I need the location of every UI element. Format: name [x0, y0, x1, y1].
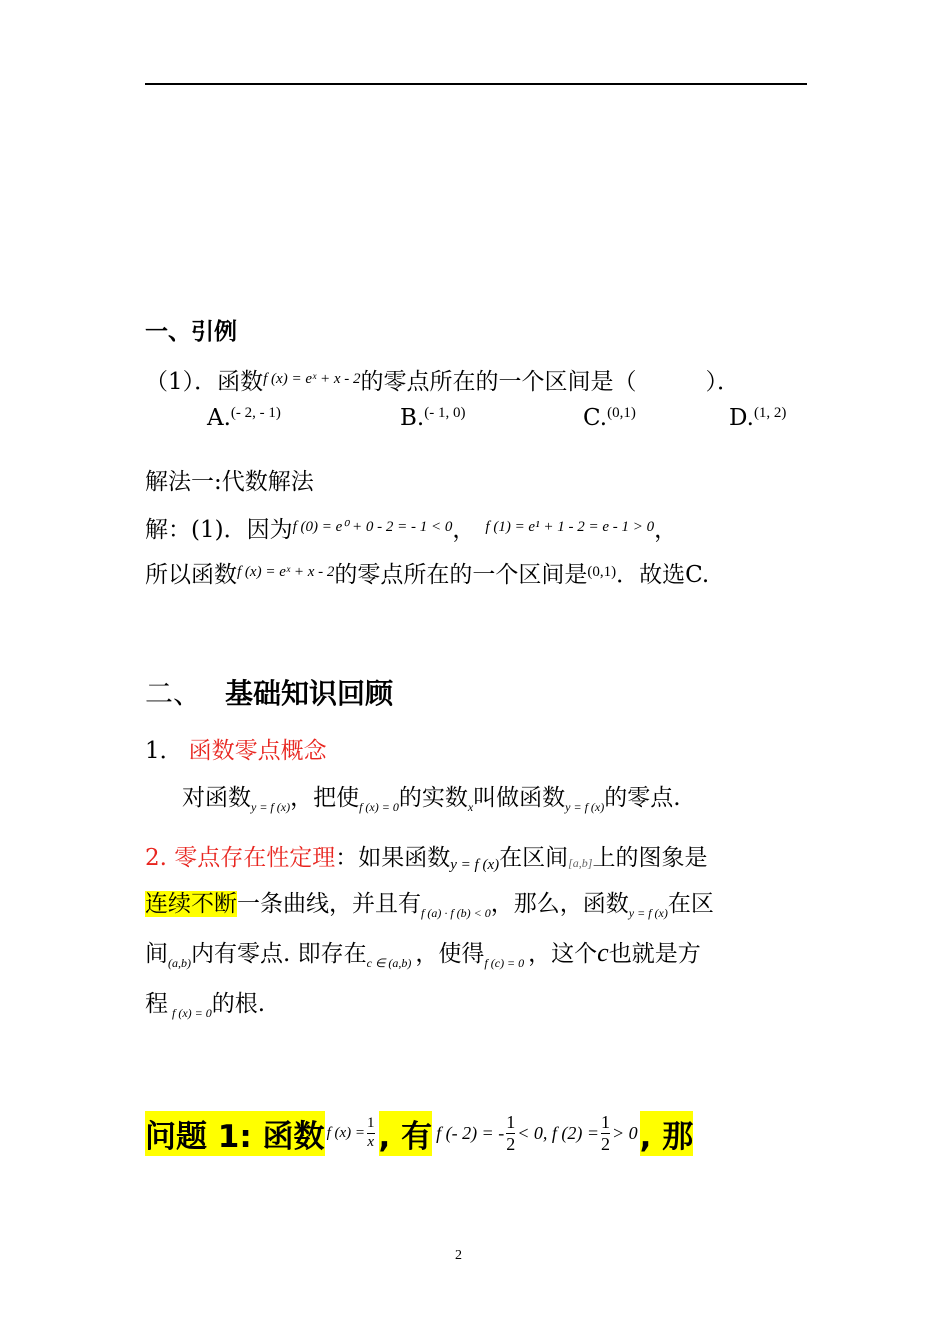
item2-text1: ：如果函数 — [335, 845, 451, 871]
section1-heading: 一、引例 — [145, 319, 237, 345]
solution-line — [145, 511, 677, 544]
item2-title: 2. 零点存在性定理 — [145, 845, 336, 871]
question-func: f (x) = eˣ + x - 2 — [263, 371, 361, 387]
question-line — [145, 363, 740, 396]
solution-expr2: f (1) = e¹ + 1 - 2 = e - 1 > 0 — [485, 519, 655, 535]
item1-text5: 的零点. — [604, 785, 681, 811]
item2-math8: c — [597, 938, 609, 967]
item1-text4: 叫做函数 — [473, 785, 566, 811]
item2-math4: y = f (x) — [628, 906, 668, 920]
item1-body — [182, 779, 681, 812]
section2-heading-num: 二、 — [145, 677, 202, 710]
item2-math7: f (c) = 0 — [484, 956, 525, 970]
problem1-expr-rhs: > 0 — [612, 1122, 638, 1143]
question-prefix: （1）．函数 — [145, 369, 264, 395]
option-d-value: (1, 2) — [753, 405, 787, 421]
problem1-frac1-den: 2 — [506, 1133, 516, 1154]
item2-math1: y = f (x) — [450, 857, 500, 873]
conclusion-suffix: ．故选C. — [616, 562, 710, 588]
solution-comma2: ， — [654, 517, 678, 543]
item2-text5: ，那么，函数 — [490, 891, 629, 917]
conclusion-mid: 的零点所在的一个区间是 — [334, 562, 588, 588]
problem1-expr — [436, 1113, 638, 1154]
option-d — [729, 405, 786, 431]
item1-title-line — [145, 732, 327, 765]
option-c-label: C. — [583, 405, 608, 431]
problem1-expr-frac2 — [601, 1113, 610, 1154]
problem1-func — [327, 1116, 377, 1151]
problem1-frac2-den: 2 — [601, 1133, 610, 1154]
problem1-frac2-num: 1 — [601, 1111, 610, 1132]
item1-text2: ，把使 — [290, 785, 360, 811]
conclusion-interval: (0,1) — [587, 564, 617, 580]
problem1-expr-lhs: f (- 2) = - — [436, 1122, 505, 1143]
item2-text12: 程 — [145, 991, 168, 1017]
item2-line1 — [145, 839, 707, 872]
item1-math1: y = f (x) — [251, 800, 291, 814]
header-rule — [145, 83, 807, 85]
item2-text10: ，这个 — [528, 941, 598, 967]
conclusion-func: f (x) = eˣ + x - 2 — [237, 564, 335, 580]
solution-expr1: f (0) = e⁰ + 0 - 2 = - 1 < 0 — [292, 519, 453, 535]
problem1-func-lhs: f (x) = — [326, 1124, 365, 1141]
item2-highlight: 连续不断 — [145, 891, 237, 917]
item2-text13: 的根. — [211, 991, 266, 1017]
conclusion-line — [145, 556, 709, 589]
item1-text3: 的实数 — [398, 785, 468, 811]
option-d-label: D. — [729, 405, 754, 431]
problem1-func-den: x — [367, 1133, 375, 1150]
problem1-text2: , 有 — [379, 1111, 433, 1156]
section2-heading-text: 基础知识回顾 — [225, 677, 394, 710]
item2-math5: (a,b) — [168, 956, 191, 970]
item1-math3: x — [467, 800, 474, 814]
option-b-label: B. — [400, 405, 425, 431]
item2-math6: c ∈ (a,b) — [366, 956, 412, 970]
problem1-func-num: 1 — [367, 1114, 375, 1131]
problem1-title: 问题 1: 函数 — [145, 1111, 325, 1156]
item2-text8: 内有零点. 即存在 — [191, 941, 367, 967]
item2-text2: 在区间 — [499, 845, 569, 871]
item2-line2 — [145, 885, 714, 918]
option-c-value: (0,1) — [607, 405, 636, 421]
option-a-label: A. — [207, 405, 231, 431]
item2-text4: 一条曲线，并且有 — [237, 891, 421, 917]
problem1-line — [145, 1108, 693, 1158]
conclusion-prefix: 所以函数 — [145, 562, 237, 588]
page-number: 2 — [455, 1248, 462, 1263]
option-b — [400, 405, 465, 431]
question-suffix: 的零点所在的一个区间是（ ）． — [360, 369, 740, 395]
item2-line4 — [145, 985, 265, 1018]
solution-prefix: 解：(1)．因为 — [145, 517, 293, 543]
item1-math4: y = f (x) — [565, 800, 605, 814]
item2-math9: f (x) = 0 — [172, 1006, 212, 1020]
item1-math2: f (x) = 0 — [359, 800, 399, 814]
problem1-text3: , 那 — [640, 1111, 694, 1156]
item2-math3: f (a) · f (b) < 0 — [421, 906, 491, 920]
item2-text7: 间 — [145, 941, 168, 967]
option-b-value: (- 1, 0) — [424, 405, 466, 421]
item2-math2: [a,b] — [568, 856, 593, 870]
option-c — [583, 405, 636, 431]
item1-num: 1． — [145, 738, 183, 764]
option-a-value: (- 2, - 1) — [230, 405, 281, 421]
item1-text1: 对函数 — [182, 785, 251, 811]
item1-title: 函数零点概念 — [188, 738, 327, 764]
solution-comma1: ， — [452, 517, 476, 543]
item2-line3 — [145, 935, 701, 968]
item2-text3: 上的图象是 — [592, 845, 708, 871]
problem1-func-frac — [367, 1116, 375, 1151]
problem1-frac1-num: 1 — [506, 1111, 516, 1132]
item2-text11: 也就是方 — [608, 941, 701, 967]
section2-heading — [145, 672, 393, 712]
item2-text9: ，使得 — [415, 941, 485, 967]
item2-text6: 在区 — [667, 891, 714, 917]
method-title: 解法一:代数解法 — [145, 469, 314, 495]
problem1-expr-mid: < 0, f (2) = — [517, 1122, 599, 1143]
option-a — [207, 405, 281, 431]
problem1-expr-frac1 — [506, 1113, 515, 1154]
